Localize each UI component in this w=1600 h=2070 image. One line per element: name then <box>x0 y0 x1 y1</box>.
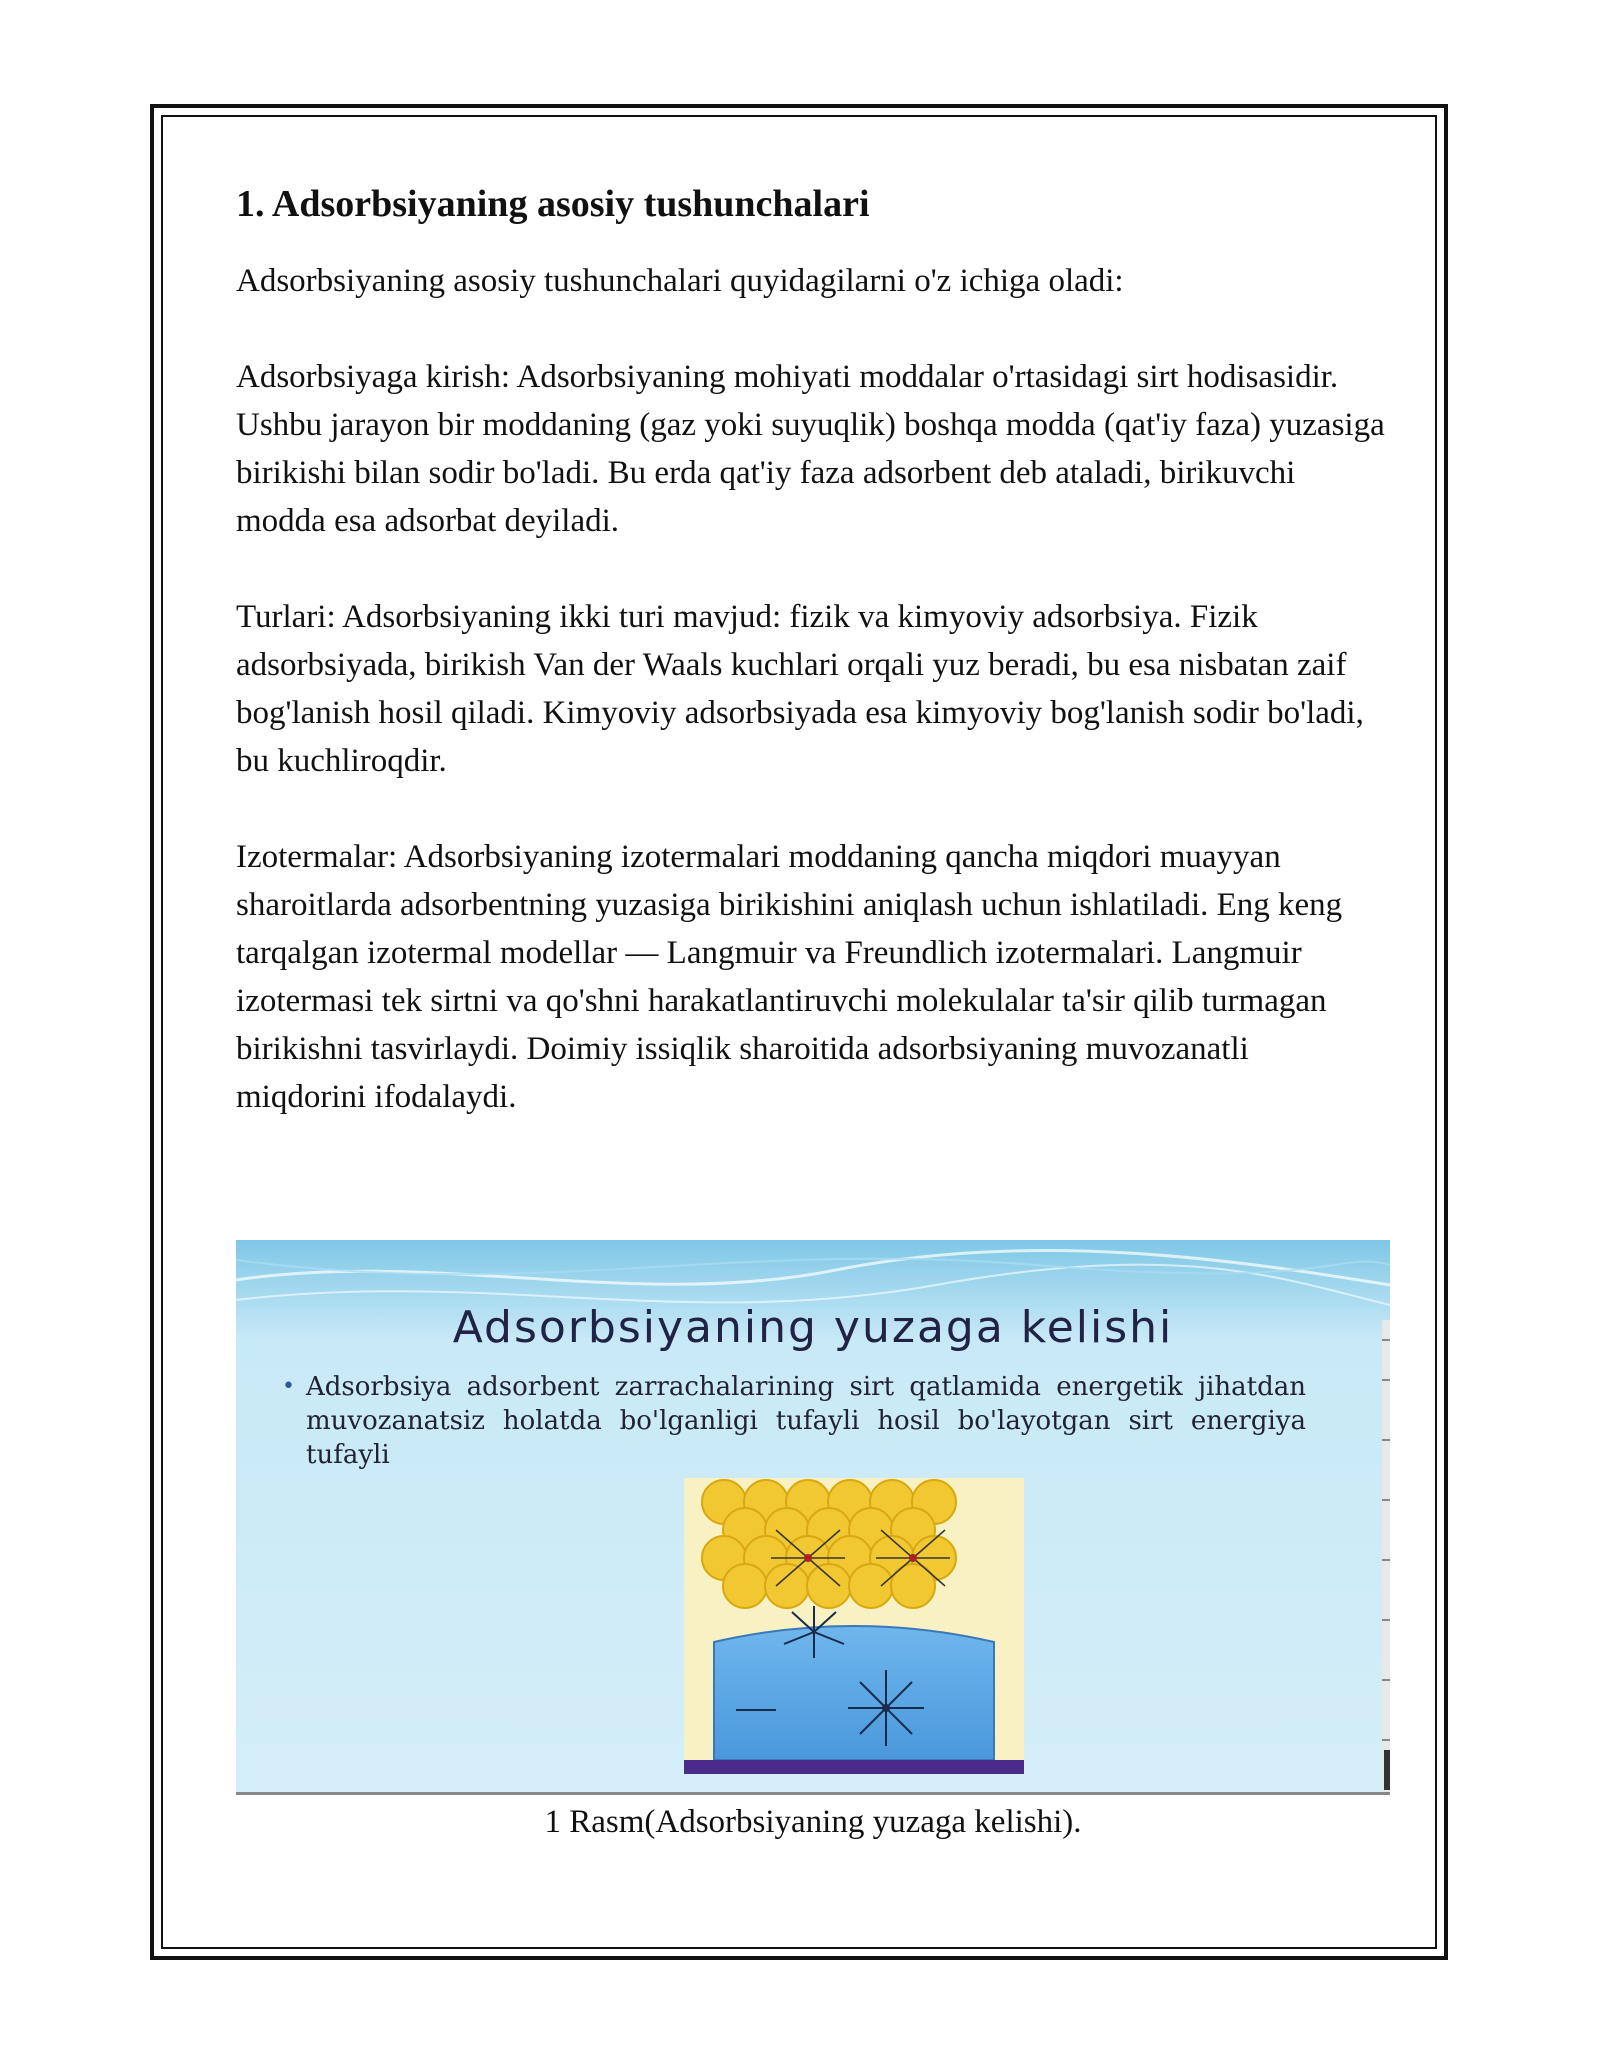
container-base <box>684 1760 1024 1774</box>
section-heading: 1. Adsorbsiyaning asosiy tushunchalari <box>236 183 870 225</box>
slide-bullet-text <box>282 1370 1306 1472</box>
liquid-phase <box>714 1626 994 1760</box>
figure-image <box>236 1240 1390 1795</box>
bullet-icon: • <box>282 1374 295 1399</box>
types-paragraph: Turlari: Adsorbsiyaning ikki turi mavjud: fizik va kimyoviy adsorbsiya. Fizik adsorbsiyada, birikish Van der Waals kuchlari orqali yuz beradi, bu esa nisbatan zaif bog'lanish hosil qiladi. Kimyoviy adsorbsiyada esa kimyoviy bog'lanish sodir bo'ladi, bu kuchliroqdir. <box>236 599 1364 780</box>
isotherms-paragraph: Izotermalar: Adsorbsiyaning izotermalari moddaning qancha miqdori muayyan sharoitlarda adsorbentning yuzasiga birikishini aniqlash uchun ishlatiladi. Eng keng tarqalgan izotermal modellar — Langmuir va Freundlich izotermalari. Langmuir izotermasi tek sirtni va qo'shni harakatlantiruvchi molekulalar ta'sir qilib turmagan birikishni tasvirlaydi. Doimiy issiqlik sharoitida adsorbsiyaning muvozanatli miqdorini ifodalaydi. <box>236 839 1343 1116</box>
slide-title: Adsorbsiyaning yuzaga kelishi <box>452 1302 1174 1353</box>
slide-bullet-label: Adsorbsiya adsorbent zarrachalarining sirt qatlamida energetik jihatdan muvozanatsiz holatda bo'lganligi tufayli hosil bo'layotgan sirt energiya tufayli <box>306 1372 1306 1470</box>
document-body <box>236 180 1386 1169</box>
figure-caption: 1 Rasm(Adsorbsiyaning yuzaga kelishi). <box>544 1804 1082 1840</box>
intro-paragraph: Adsorbsiyaning asosiy tushunchalari quyidagilarni o'z ichiga oladi: <box>236 263 1124 300</box>
adsorbent-particles <box>702 1480 956 1608</box>
definition-paragraph: Adsorbsiyaga kirish: Adsorbsiyaning mohiyati moddalar o'rtasidagi sirt hodisasidir. Ushbu jarayon bir moddaning (gaz yoki suyuqlik) boshqa modda (qat'iy faza) yuzasiga birikishi bilan sodir bo'ladi. Bu erda qat'iy faza adsorbent deb ataladi, birikuvchi modda esa adsorbat deyiladi. <box>236 359 1385 540</box>
slide-edge <box>1382 1320 1390 1792</box>
